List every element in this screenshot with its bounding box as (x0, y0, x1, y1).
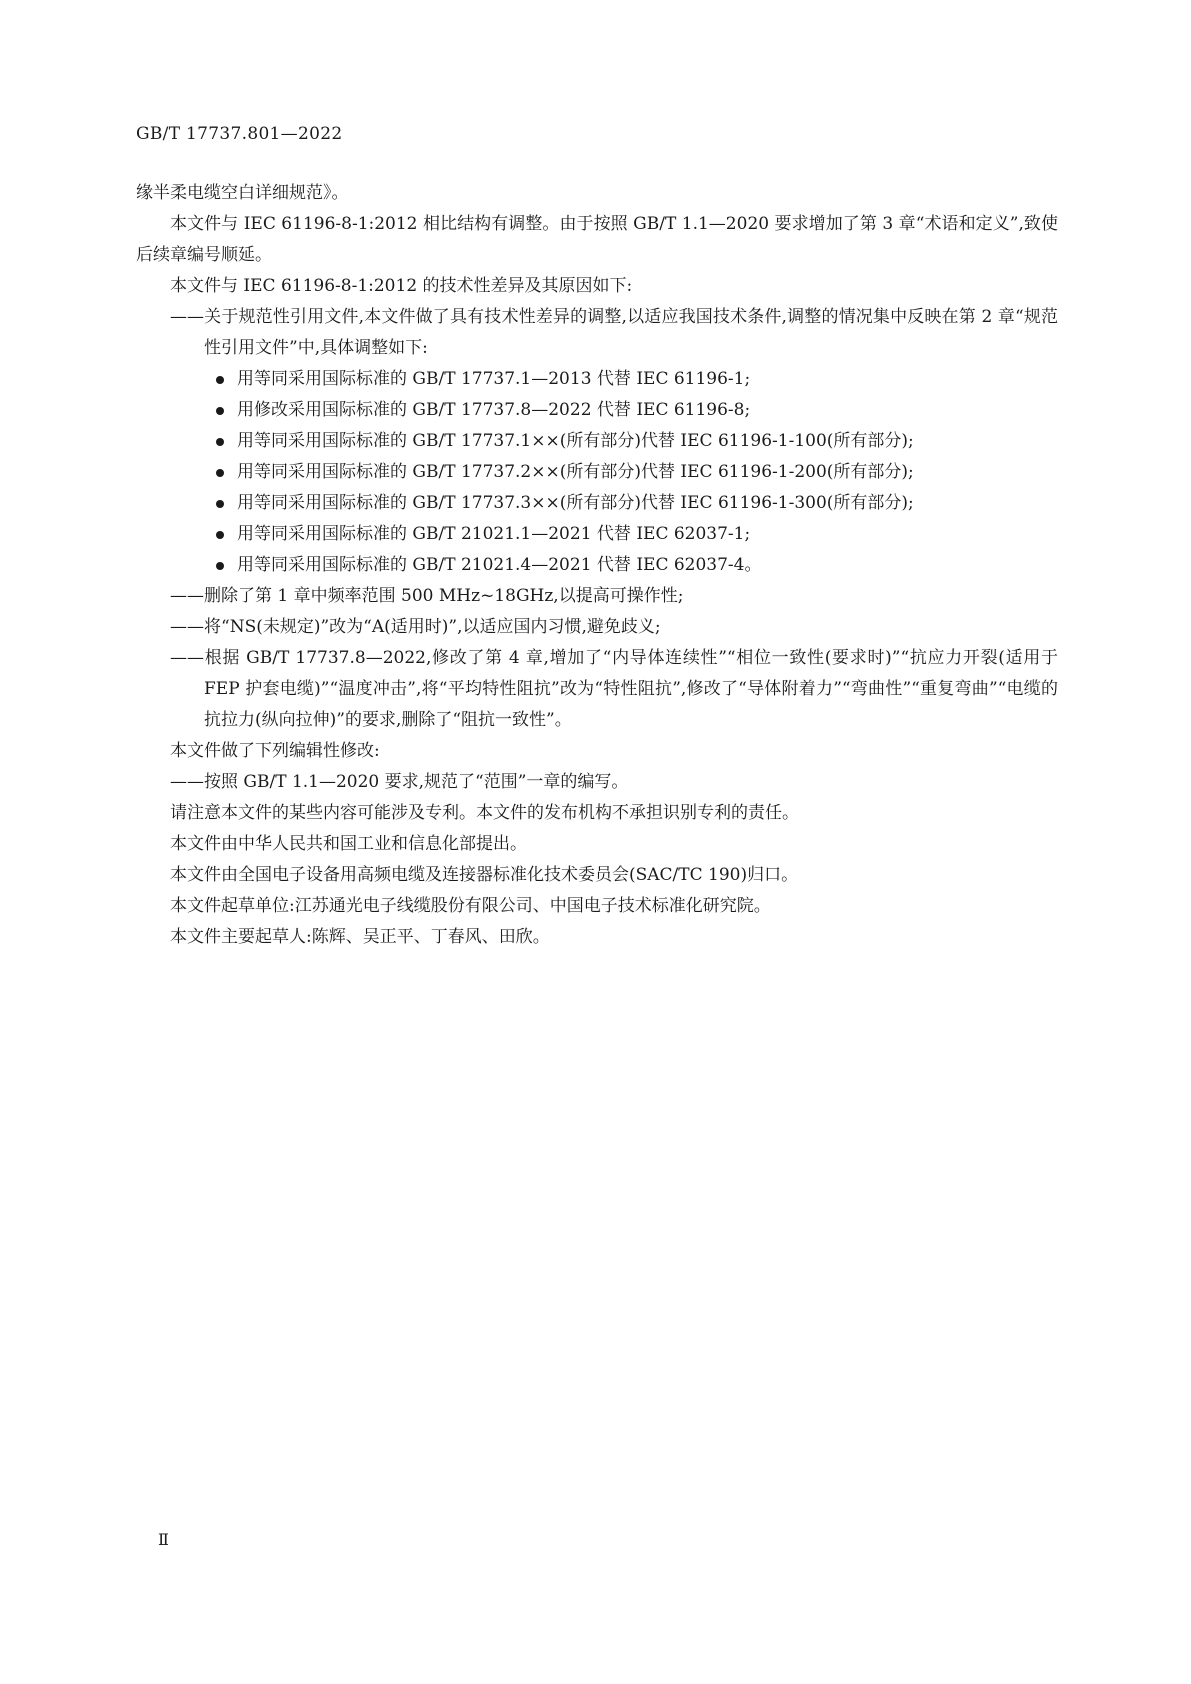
patent-note: 请注意本文件的某些内容可能涉及专利。本文件的发布机构不承担识别专利的责任。 (170, 803, 799, 823)
list-item (136, 364, 1058, 395)
list-item-text: 用等同采用国际标准的 GB/T 17737.2××(所有部分)代替 IEC 61196-1-200(所有部分); (237, 462, 914, 482)
list-item (136, 426, 1058, 457)
drafting-units: 本文件起草单位:江苏通光电子线缆股份有限公司、中国电子技术标准化研究院。 (170, 896, 771, 916)
diff-item-chapter4: ——根据 GB/T 17737.8—2022,修改了第 4 章,增加了“内导体连续性”“相位一致性(要求时)”“抗应力开裂(适用于 FEP 护套电缆)”“温度冲击”,将“平均特性阻抗”改为“特性阻抗”,修改了“导体附着力”“弯曲性”“重复弯曲”“电缆的抗拉力(纵向拉伸)”的要求,删除了“阻抗一致性”。 (170, 648, 1058, 730)
diff-item-frequency: ——删除了第 1 章中频率范围 500 MHz~18GHz,以提高可操作性; (170, 586, 684, 606)
list-item-text: 用等同采用国际标准的 GB/T 17737.1—2013 代替 IEC 61196-1; (237, 369, 751, 389)
bullet-dot-icon (216, 438, 224, 446)
editorial-intro: 本文件做了下列编辑性修改: (170, 741, 380, 761)
structure-note: 本文件与 IEC 61196-8-1:2012 相比结构有调整。由于按照 GB/T 1.1—2020 要求增加了第 3 章“术语和定义”,致使后续章编号顺延。 (136, 214, 1058, 265)
under-jurisdiction: 本文件由全国电子设备用高频电缆及连接器标准化技术委员会(SAC/TC 190)归口。 (170, 865, 799, 885)
list-item (136, 395, 1058, 426)
page-number: Ⅱ (158, 1530, 169, 1549)
list-item-text: 用等同采用国际标准的 GB/T 17737.3××(所有部分)代替 IEC 61196-1-300(所有部分); (237, 493, 914, 513)
list-item (136, 457, 1058, 488)
proposed-by: 本文件由中华人民共和国工业和信息化部提出。 (170, 834, 527, 854)
list-item (136, 550, 1058, 581)
bullet-dot-icon (216, 562, 224, 570)
document-body (136, 178, 1058, 953)
list-item-text: 用等同采用国际标准的 GB/T 21021.4—2021 代替 IEC 62037-4。 (237, 555, 762, 575)
list-item-text: 用等同采用国际标准的 GB/T 21021.1—2021 代替 IEC 62037-1; (237, 524, 751, 544)
list-item (136, 488, 1058, 519)
diff-item-ns: ——将“NS(未规定)”改为“A(适用时)”,以适应国内习惯,避免歧义; (170, 617, 661, 637)
diff-item-references: ——关于规范性引用文件,本文件做了具有技术性差异的调整,以适应我国技术条件,调整的情况集中反映在第 2 章“规范性引用文件”中,具体调整如下: (170, 307, 1058, 358)
list-item-text: 用修改采用国际标准的 GB/T 17737.8—2022 代替 IEC 61196-8; (237, 400, 751, 420)
tech-diff-intro: 本文件与 IEC 61196-8-1:2012 的技术性差异及其原因如下: (170, 276, 633, 296)
bullet-dot-icon (216, 500, 224, 508)
editorial-item: ——按照 GB/T 1.1—2020 要求,规范了“范围”一章的编写。 (170, 772, 629, 792)
list-item (136, 519, 1058, 550)
drafters: 本文件主要起草人:陈辉、吴正平、丁春风、田欣。 (170, 927, 550, 947)
list-item-text: 用等同采用国际标准的 GB/T 17737.1××(所有部分)代替 IEC 61196-1-100(所有部分); (237, 431, 914, 451)
standard-code-header: GB/T 17737.801—2022 (136, 124, 343, 144)
bullet-dot-icon (216, 376, 224, 384)
bullet-dot-icon (216, 531, 224, 539)
continuation-line: 缘半柔电缆空白详细规范》。 (136, 183, 349, 203)
bullet-dot-icon (216, 469, 224, 477)
bullet-dot-icon (216, 407, 224, 415)
